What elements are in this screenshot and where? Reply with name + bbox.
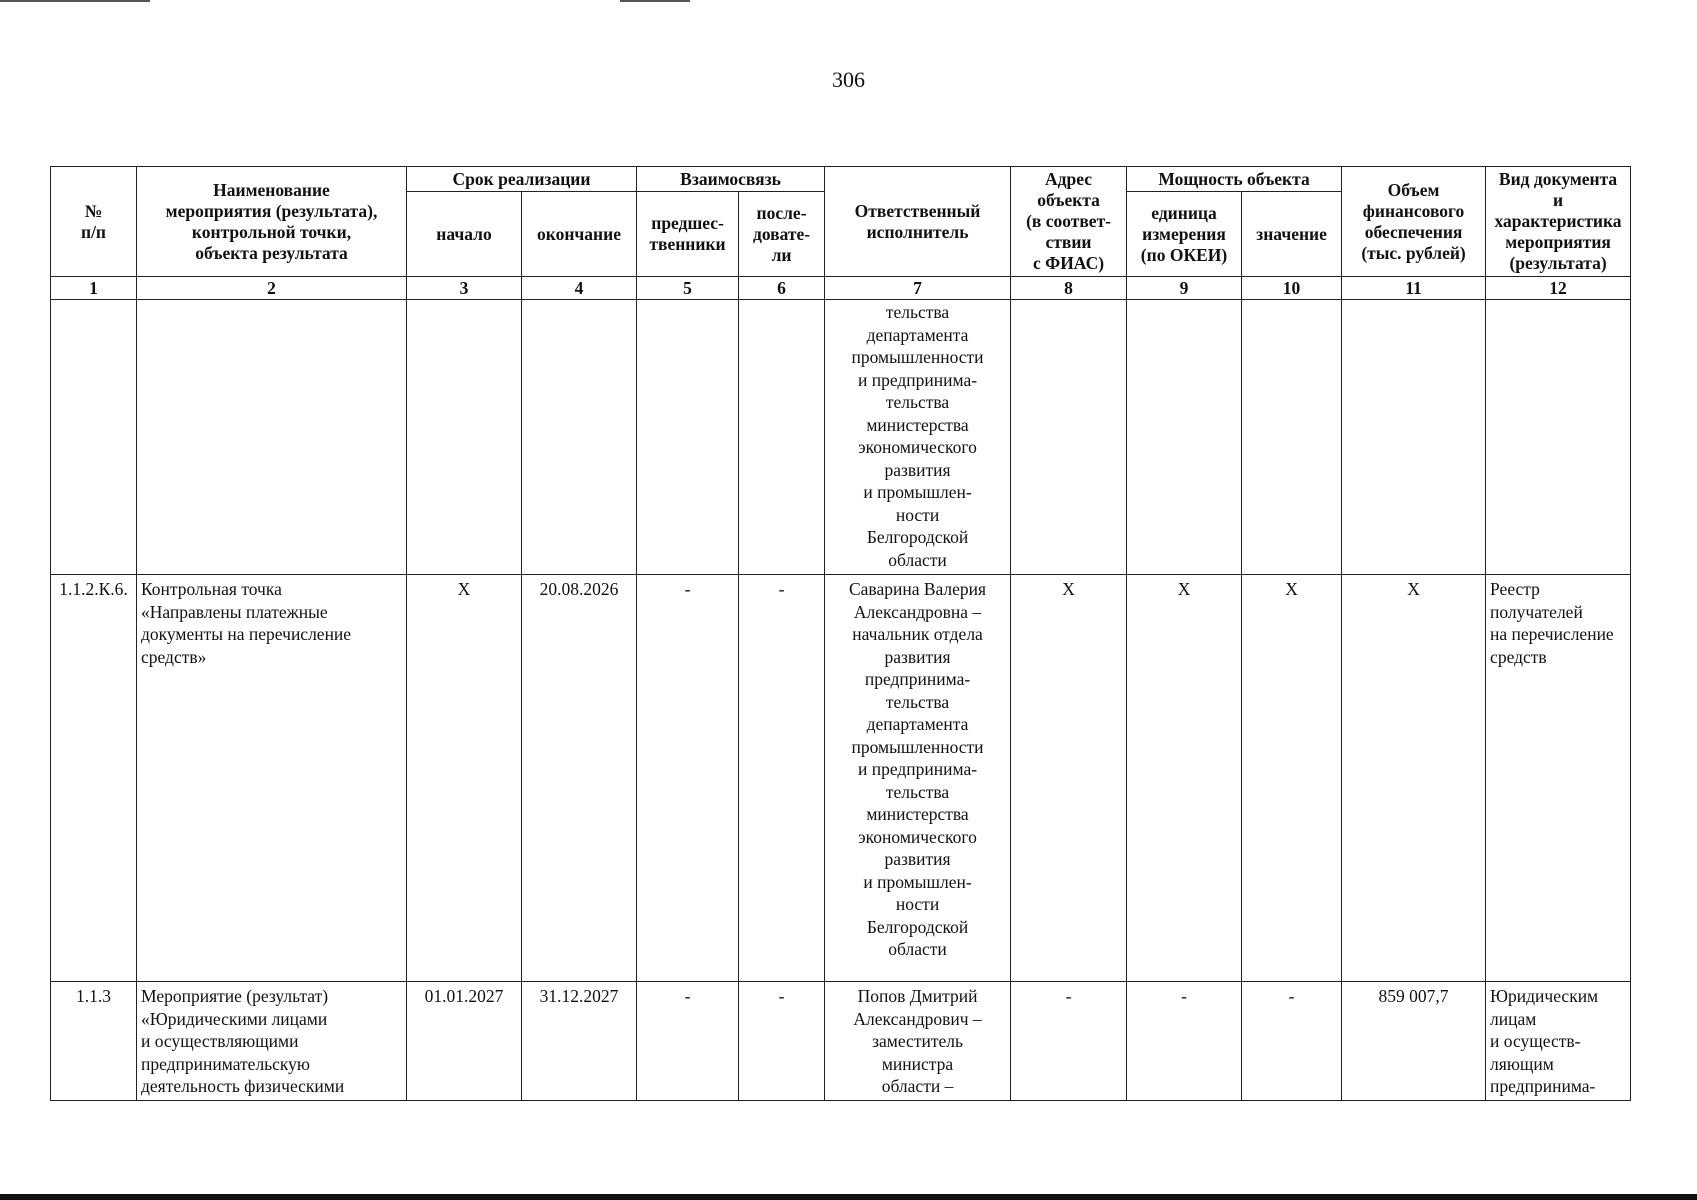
cell-value: - [1242,982,1342,1101]
header-name: Наименование мероприятия (результата), контрольной точки, объекта результата [137,167,407,277]
cell-finance: 859 007,7 [1342,982,1486,1101]
table-row [51,575,1631,982]
column-number: 6 [739,277,825,300]
column-number-row [51,277,1631,300]
cell-address: - [1011,982,1127,1101]
cell-address: X [1011,575,1127,982]
page-number: 306 [832,67,865,92]
cell-unit [1127,300,1242,575]
table-row [51,982,1631,1101]
cell-next: - [739,982,825,1101]
cell-executor: Саварина Валерия Александровна – начальник отдела развития предпринима- тельства департамента промышленности и предпринима- тельства министерства экономического развития и промышлен- ности Белгородской области [825,575,1011,982]
cell-value: X [1242,575,1342,982]
column-number: 11 [1342,277,1486,300]
header-finance: Объем финансового обеспечения (тыс. рублей) [1342,167,1486,277]
header-capacity-unit: единица измерения (по ОКЕИ) [1127,192,1242,277]
cell-prev: - [637,575,739,982]
cell-value [1242,300,1342,575]
column-number: 4 [522,277,637,300]
cell-name: Мероприятие (результат) «Юридическими лицами и осуществляющими предпринимательскую деятельность физическими [137,982,407,1101]
column-number: 3 [407,277,522,300]
header-term-start: начало [407,192,522,277]
cell-executor: тельства департамента промышленности и предпринима- тельства министерства экономического развития и промышлен- ности Белгородской области [825,300,1011,575]
header-link: Взаимосвязь [637,167,825,192]
cell-no: 1.1.3 [51,982,137,1101]
cell-end: 31.12.2027 [522,982,637,1101]
header-row [51,167,1631,192]
header-no: № п/п [51,167,137,277]
scan-edge-line [620,0,690,2]
header-capacity: Мощность объекта [1127,167,1342,192]
scan-edge-line [0,0,150,2]
cell-start [407,300,522,575]
header-doc-type: Вид документа и характеристика мероприятия (результата) [1486,167,1631,277]
column-number: 2 [137,277,407,300]
cell-end: 20.08.2026 [522,575,637,982]
header-link-prev: предшес- твенники [637,192,739,277]
cell-start: 01.01.2027 [407,982,522,1101]
header-address: Адрес объекта (в соответ- ствии с ФИАС) [1011,167,1127,277]
cell-name [137,300,407,575]
header-term-end: окончание [522,192,637,277]
header-term: Срок реализации [407,167,637,192]
cell-no [51,300,137,575]
events-table [50,166,1631,1101]
cell-no: 1.1.2.К.6. [51,575,137,982]
column-number: 10 [1242,277,1342,300]
cell-next [739,300,825,575]
cell-finance [1342,300,1486,575]
column-number: 5 [637,277,739,300]
table-row [51,300,1631,575]
cell-next: - [739,575,825,982]
cell-executor: Попов Дмитрий Александрович – заместитель министра области – [825,982,1011,1101]
cell-doc: Реестр получателей на перечисление средств [1486,575,1631,982]
column-number: 8 [1011,277,1127,300]
cell-finance: X [1342,575,1486,982]
cell-address [1011,300,1127,575]
cell-name: Контрольная точка «Направлены платежные документы на перечисление средств» [137,575,407,982]
cell-start: X [407,575,522,982]
cell-unit: X [1127,575,1242,982]
cell-prev: - [637,982,739,1101]
header-link-next: после- довате- ли [739,192,825,277]
cell-unit: - [1127,982,1242,1101]
column-number: 7 [825,277,1011,300]
column-number: 1 [51,277,137,300]
cell-end [522,300,637,575]
scan-bottom-bar [0,1194,1697,1200]
cell-doc [1486,300,1631,575]
header-capacity-value: значение [1242,192,1342,277]
header-executor: Ответственный исполнитель [825,167,1011,277]
column-number: 12 [1486,277,1631,300]
cell-doc: Юридическим лицам и осуществ- ляющим предпринима- [1486,982,1631,1101]
column-number: 9 [1127,277,1242,300]
cell-prev [637,300,739,575]
